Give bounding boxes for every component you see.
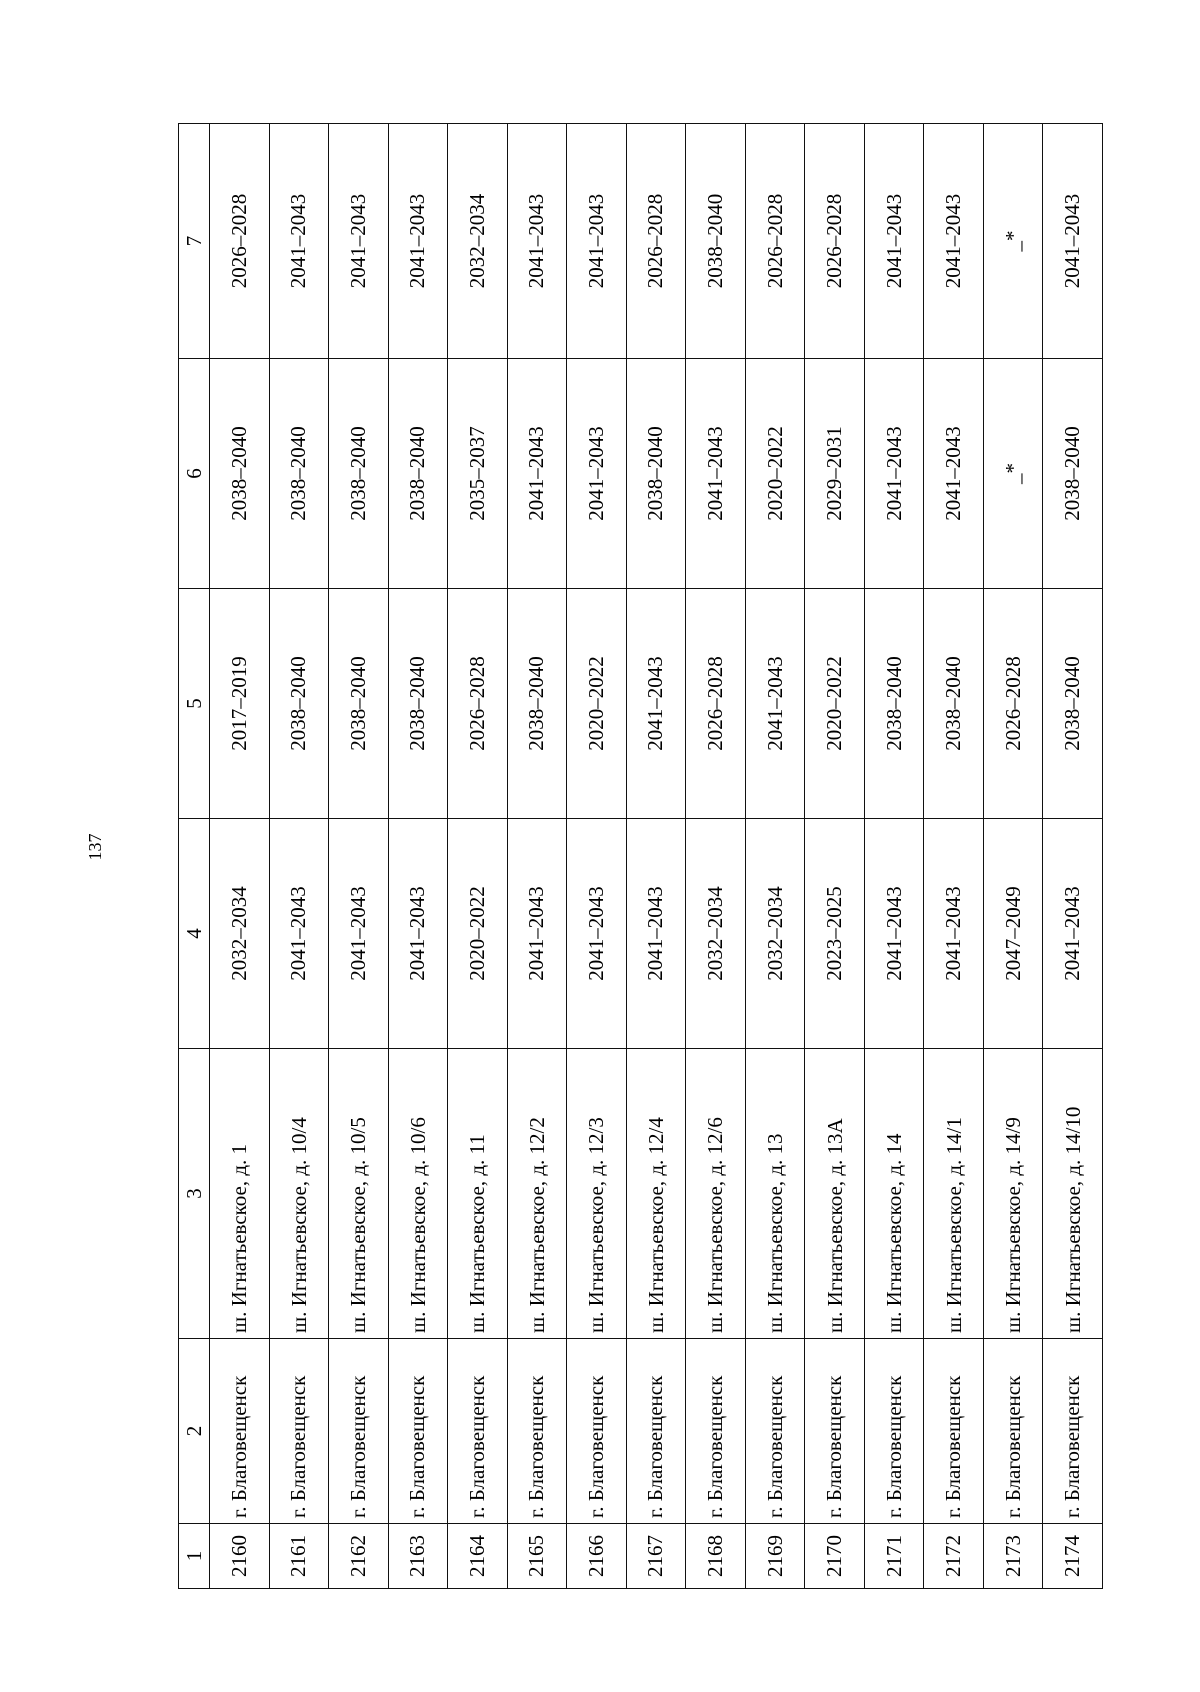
table-row [567,124,627,1589]
address-cell: ш. Игнатьевское, д. 13 [745,1049,805,1339]
period-col4-cell: 2020–2022 [448,819,508,1049]
period-col4-cell: 2041–2043 [388,819,448,1049]
period-col6-cell: 2020–2022 [745,359,805,589]
city-cell: г. Благовещенск [269,1339,329,1524]
period-col6-cell: 2038–2040 [1043,359,1103,589]
address-cell: ш. Игнатьевское, д. 11 [448,1049,508,1339]
table-row [924,124,984,1589]
city-cell: г. Благовещенск [448,1339,508,1524]
row-number-cell: 2160 [210,1524,270,1589]
period-col5-cell: 2020–2022 [567,589,627,819]
address-cell: ш. Игнатьевское, д. 14/9 [983,1049,1043,1339]
period-col5-cell: 2038–2040 [329,589,389,819]
row-number-cell: 2171 [864,1524,924,1589]
row-number-cell: 2164 [448,1524,508,1589]
column-header-4: 4 [179,819,210,1049]
period-col5-cell: 2026–2028 [983,589,1043,819]
table-row [686,124,746,1589]
table-row [269,124,329,1589]
period-col6-cell: 2041–2043 [686,359,746,589]
period-col6-cell: 2029–2031 [805,359,865,589]
city-cell: г. Благовещенск [1043,1339,1103,1524]
address-cell: ш. Игнатьевское, д. 12/3 [567,1049,627,1339]
address-cell: ш. Игнатьевское, д. 10/5 [329,1049,389,1339]
period-col5-cell: 2038–2040 [507,589,567,819]
address-cell: ш. Игнатьевское, д. 14/1 [924,1049,984,1339]
address-cell: ш. Игнатьевское, д. 13А [805,1049,865,1339]
period-col4-cell: 2047–2049 [983,819,1043,1049]
column-header-3: 3 [179,1049,210,1339]
period-col7-cell: 2026–2028 [805,124,865,359]
city-cell: г. Благовещенск [983,1339,1043,1524]
row-number-cell: 2161 [269,1524,329,1589]
city-cell: г. Благовещенск [686,1339,746,1524]
table-row [388,124,448,1589]
period-col7-cell: 2041–2043 [507,124,567,359]
period-col5-cell: 2026–2028 [686,589,746,819]
period-col7-cell: _* [983,124,1043,359]
period-col4-cell: 2041–2043 [864,819,924,1049]
period-col6-cell: 2041–2043 [924,359,984,589]
address-cell: ш. Игнатьевское, д. 12/2 [507,1049,567,1339]
column-header-6: 6 [179,359,210,589]
period-col5-cell: 2038–2040 [1043,589,1103,819]
row-number-cell: 2165 [507,1524,567,1589]
period-col7-cell: 2041–2043 [924,124,984,359]
row-number-cell: 2167 [626,1524,686,1589]
table-body [210,124,1103,1589]
address-cell: ш. Игнатьевское, д. 10/4 [269,1049,329,1339]
period-col4-cell: 2032–2034 [745,819,805,1049]
city-cell: г. Благовещенск [924,1339,984,1524]
city-cell: г. Благовещенск [745,1339,805,1524]
column-header-2: 2 [179,1339,210,1524]
city-cell: г. Благовещенск [210,1339,270,1524]
column-header-1: 1 [179,1524,210,1589]
column-header-5: 5 [179,589,210,819]
city-cell: г. Благовещенск [388,1339,448,1524]
period-col5-cell: 2026–2028 [448,589,508,819]
row-number-cell: 2172 [924,1524,984,1589]
register-table [178,123,1103,1589]
row-number-cell: 2169 [745,1524,805,1589]
address-cell: ш. Игнатьевское, д. 14/10 [1043,1049,1103,1339]
row-number-cell: 2162 [329,1524,389,1589]
address-cell: ш. Игнатьевское, д. 14 [864,1049,924,1339]
period-col4-cell: 2041–2043 [626,819,686,1049]
city-cell: г. Благовещенск [626,1339,686,1524]
row-number-cell: 2174 [1043,1524,1103,1589]
period-col6-cell: 2038–2040 [388,359,448,589]
period-col4-cell: 2041–2043 [567,819,627,1049]
period-col4-cell: 2041–2043 [924,819,984,1049]
period-col7-cell: 2041–2043 [388,124,448,359]
table-row [745,124,805,1589]
period-col6-cell: 2041–2043 [567,359,627,589]
address-cell: ш. Игнатьевское, д. 1 [210,1049,270,1339]
city-cell: г. Благовещенск [805,1339,865,1524]
period-col4-cell: 2041–2043 [329,819,389,1049]
period-col5-cell: 2038–2040 [388,589,448,819]
period-col4-cell: 2032–2034 [210,819,270,1049]
period-col5-cell: 2038–2040 [924,589,984,819]
period-col7-cell: 2026–2028 [745,124,805,359]
period-col5-cell: 2038–2040 [269,589,329,819]
period-col5-cell: 2017–2019 [210,589,270,819]
address-cell: ш. Игнатьевское, д. 12/6 [686,1049,746,1339]
period-col6-cell: 2038–2040 [329,359,389,589]
table-row [626,124,686,1589]
row-number-cell: 2166 [567,1524,627,1589]
table-row [210,124,270,1589]
period-col4-cell: 2041–2043 [507,819,567,1049]
column-header-7: 7 [179,124,210,359]
period-col5-cell: 2020–2022 [805,589,865,819]
period-col4-cell: 2023–2025 [805,819,865,1049]
table-row [329,124,389,1589]
period-col7-cell: 2041–2043 [329,124,389,359]
period-col6-cell: 2038–2040 [626,359,686,589]
table-row [1043,124,1103,1589]
period-col7-cell: 2041–2043 [567,124,627,359]
period-col6-cell: _* [983,359,1043,589]
period-col5-cell: 2038–2040 [864,589,924,819]
period-col6-cell: 2038–2040 [269,359,329,589]
period-col4-cell: 2041–2043 [1043,819,1103,1049]
period-col7-cell: 2032–2034 [448,124,508,359]
table-row [983,124,1043,1589]
header-row [179,124,210,1589]
period-col7-cell: 2041–2043 [864,124,924,359]
period-col7-cell: 2026–2028 [626,124,686,359]
city-cell: г. Благовещенск [329,1339,389,1524]
page-number: 137 [85,833,105,861]
period-col6-cell: 2041–2043 [507,359,567,589]
table-container [178,124,1103,1589]
table-row [864,124,924,1589]
period-col7-cell: 2041–2043 [269,124,329,359]
period-col5-cell: 2041–2043 [626,589,686,819]
city-cell: г. Благовещенск [864,1339,924,1524]
address-cell: ш. Игнатьевское, д. 10/6 [388,1049,448,1339]
city-cell: г. Благовещенск [567,1339,627,1524]
row-number-cell: 2168 [686,1524,746,1589]
city-cell: г. Благовещенск [507,1339,567,1524]
rotated-table-frame [178,124,1103,1589]
row-number-cell: 2170 [805,1524,865,1589]
row-number-cell: 2163 [388,1524,448,1589]
table-row [507,124,567,1589]
period-col6-cell: 2035–2037 [448,359,508,589]
period-col7-cell: 2038–2040 [686,124,746,359]
period-col7-cell: 2041–2043 [1043,124,1103,359]
table-row [805,124,865,1589]
period-col4-cell: 2041–2043 [269,819,329,1049]
row-number-cell: 2173 [983,1524,1043,1589]
period-col4-cell: 2032–2034 [686,819,746,1049]
period-col6-cell: 2041–2043 [864,359,924,589]
period-col6-cell: 2038–2040 [210,359,270,589]
period-col5-cell: 2041–2043 [745,589,805,819]
table-row [448,124,508,1589]
period-col7-cell: 2026–2028 [210,124,270,359]
address-cell: ш. Игнатьевское, д. 12/4 [626,1049,686,1339]
